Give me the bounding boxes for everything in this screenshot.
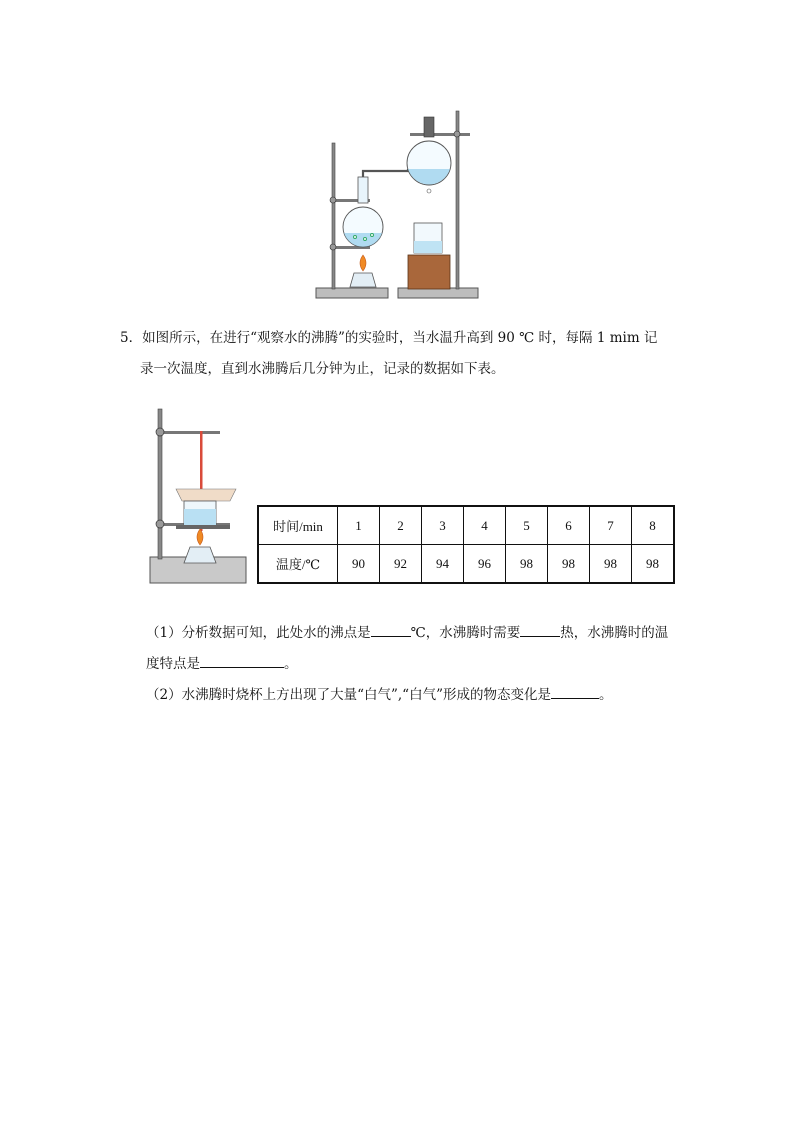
sub-question-2 xyxy=(146,680,686,711)
table-cell: 98 xyxy=(506,545,548,584)
table-cell: 98 xyxy=(632,545,675,584)
question-line-2: 录一次温度，直到水沸腾后几分钟为止，记录的数据如下表。 xyxy=(140,361,505,377)
table-cell: 3 xyxy=(422,506,464,545)
answer-blank-heat[interactable] xyxy=(520,622,560,637)
question-line-1: 如图所示，在进行“观察水的沸腾”的实验时，当水温升高到 90 ℃ 时，每隔 1 mim 记 xyxy=(142,330,658,346)
answer-blank-state-change[interactable] xyxy=(551,684,599,699)
table-header-time: 时间/min xyxy=(258,506,338,545)
table-cell: 98 xyxy=(548,545,590,584)
table-row-temperature xyxy=(258,545,674,584)
answer-blank-temperature-feature[interactable] xyxy=(200,653,284,668)
temperature-data-table xyxy=(257,505,675,584)
sub2-text-a: （2）水沸腾时烧杯上方出现了大量“白气”,“白气”形成的物态变化是 xyxy=(146,687,551,703)
table-cell: 92 xyxy=(380,545,422,584)
table-cell: 96 xyxy=(464,545,506,584)
sub-question-1 xyxy=(146,618,686,680)
table-cell: 7 xyxy=(590,506,632,545)
table-cell: 94 xyxy=(422,545,464,584)
table-cell: 98 xyxy=(590,545,632,584)
distillation-apparatus-figure xyxy=(310,105,490,305)
question-5 xyxy=(120,323,680,385)
sub1-text-c: 热，水沸腾时的温 xyxy=(560,625,669,641)
table-row-time xyxy=(258,506,674,545)
table-cell: 2 xyxy=(380,506,422,545)
question-number: 5． xyxy=(120,330,143,346)
table-cell: 6 xyxy=(548,506,590,545)
sub1-text-e: 。 xyxy=(284,656,298,672)
table-cell: 1 xyxy=(338,506,380,545)
sub1-text-b: ℃，水沸腾时需要 xyxy=(410,625,521,641)
table-header-temperature: 温度/℃ xyxy=(258,545,338,584)
table-cell: 8 xyxy=(632,506,675,545)
table-cell: 4 xyxy=(464,506,506,545)
answer-blank-boiling-point[interactable] xyxy=(371,622,411,637)
boiling-apparatus-figure xyxy=(148,405,248,587)
table-cell: 5 xyxy=(506,506,548,545)
table-cell: 90 xyxy=(338,545,380,584)
sub1-text-a: （1）分析数据可知，此处水的沸点是 xyxy=(146,625,371,641)
sub1-text-d: 度特点是 xyxy=(146,656,200,672)
sub2-text-b: 。 xyxy=(599,687,613,703)
